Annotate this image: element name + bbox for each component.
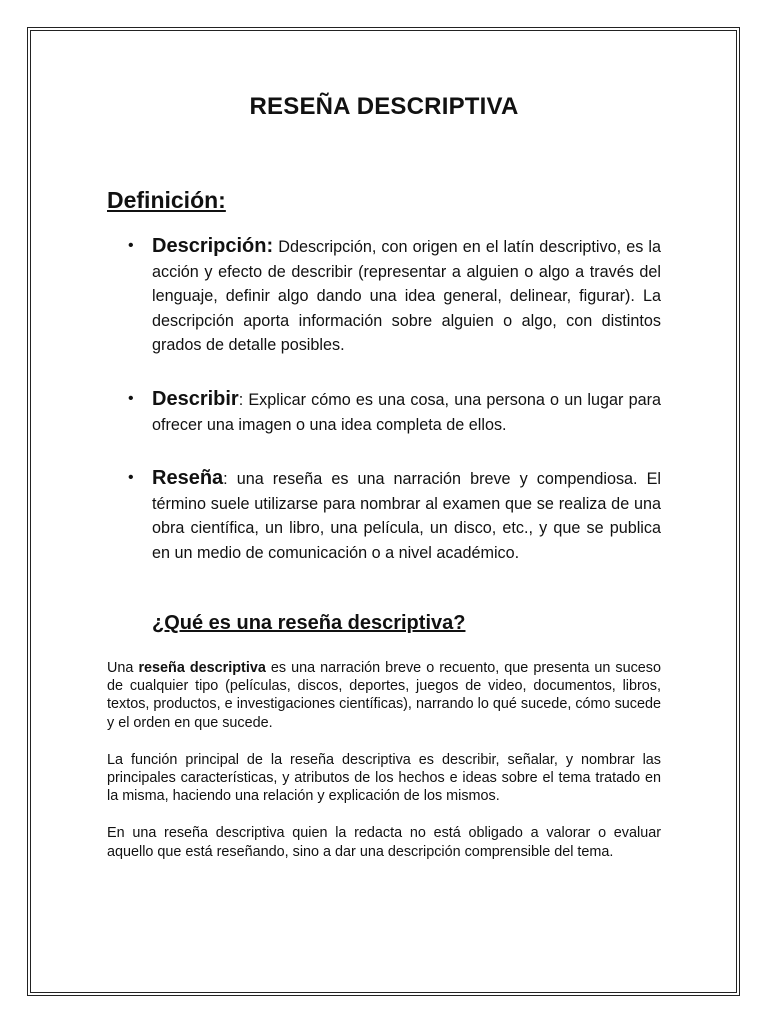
bullet-icon: •	[128, 469, 134, 487]
document-title: RESEÑA DESCRIPTIVA	[249, 93, 519, 120]
paragraph-bold-term: reseña descriptiva	[138, 660, 266, 676]
list-item	[126, 387, 661, 437]
list-item	[126, 234, 661, 358]
paragraph-rest: es una narración breve o recuento, que presenta un suceso de cualquier tipo (películas, discos, deportes, juegos de video, documentos, libros, textos, productos, e investigaciones científicas), narrando lo qué sucede, cómo sucede y el orden en que sucede.	[107, 660, 661, 731]
body-text	[107, 659, 661, 861]
term-definition: : una reseña es una narración breve y compendiosa. El término suele utilizarse para nombrar al examen que se realiza de una obra científica, un libro, una película, un disco, etc., y que se publica en un medio de comunicación o a nivel académico.	[152, 470, 661, 562]
paragraph: En una reseña descriptiva quien la redacta no está obligado a valorar o evaluar aquello que está reseñando, sino a dar una descripción comprensible del tema.	[107, 825, 661, 860]
bullet-icon: •	[128, 237, 134, 254]
paragraph	[107, 659, 661, 732]
term-label: Reseña	[152, 467, 224, 490]
term-definition: Ddescripción, con origen en el latín descriptivo, es la acción y efecto de describir (representar a alguien o algo a través del lenguaje, definir algo dando una idea general, delinear, figurar). La descripción aporta información sobre alguien o algo, con distintos grados de detalle posibles.	[152, 238, 661, 355]
question-heading: ¿Qué es una reseña descriptiva?	[152, 612, 466, 634]
definition-heading: Definición:	[107, 187, 226, 213]
paragraph: La función principal de la reseña descriptiva es describir, señalar, y nombrar las principales características, y atributos de los hechos e ideas sobre el tema tratado en la misma, haciendo una relación y explicación de los mismos.	[107, 751, 661, 805]
paragraph-lead: Una	[107, 660, 139, 676]
definition-list	[126, 234, 661, 566]
term-label: Descripción:	[152, 235, 274, 257]
bullet-icon: •	[128, 389, 134, 407]
list-item	[126, 466, 661, 565]
term-definition: : Explicar cómo es una cosa, una persona o un lugar para ofrecer una imagen o una idea completa de ellos.	[152, 390, 661, 434]
term-label: Describir	[152, 387, 239, 410]
